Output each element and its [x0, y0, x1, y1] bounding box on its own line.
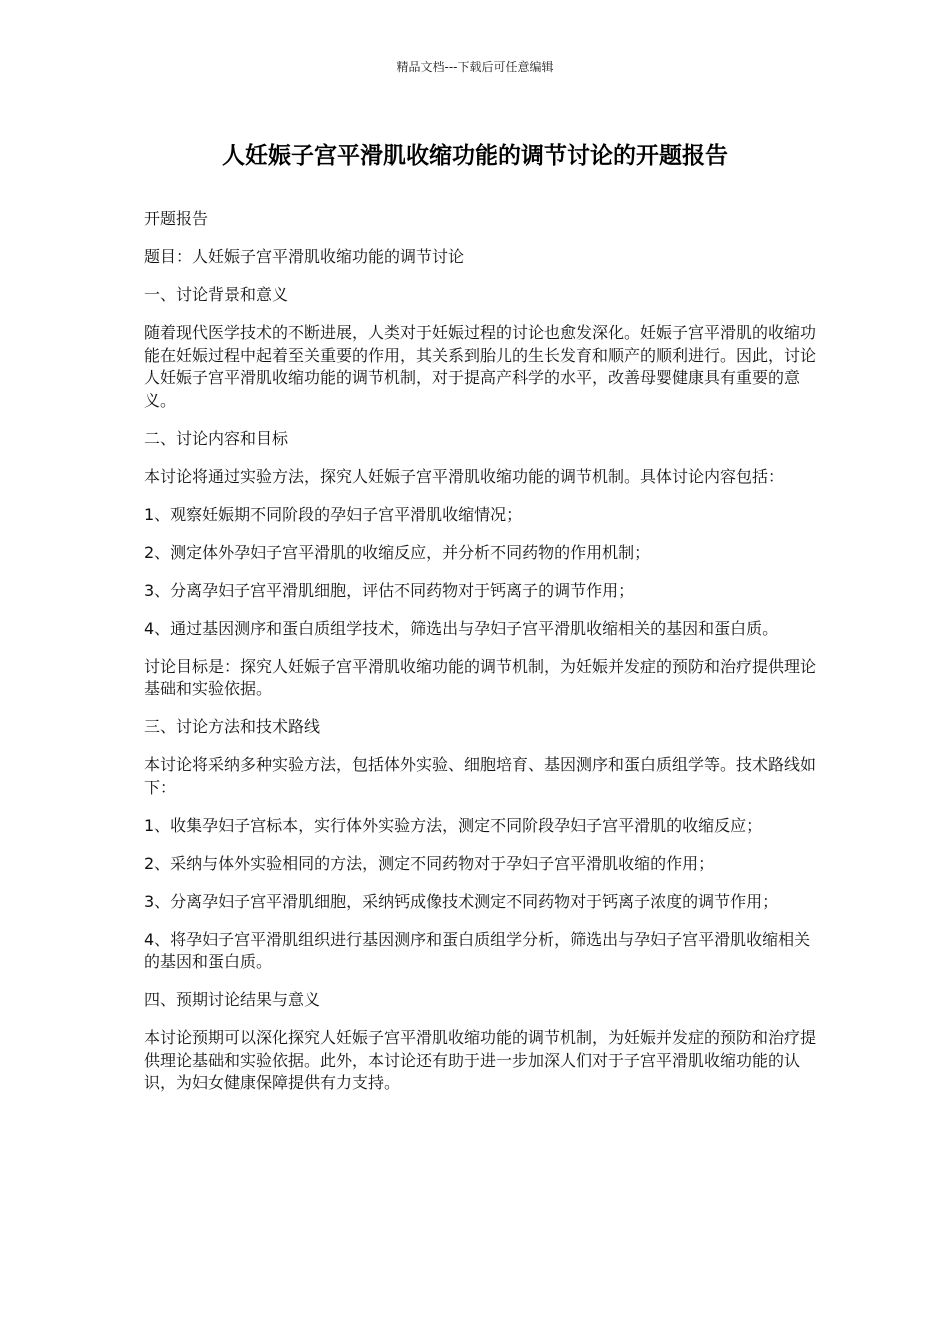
paragraph-expected-results: 本讨论预期可以深化探究人妊娠子宫平滑肌收缩功能的调节机制，为妊娠并发症的预防和治疗提供理论基础和实验依据。此外，本讨论还有助于进一步加深人们对于子宫平滑肌收缩功能的认识，为妇女健康保障提供有力支持。: [144, 1028, 817, 1092]
paragraph-objective: 讨论目标是：探究人妊娠子宫平滑肌收缩功能的调节机制，为妊娠并发症的预防和治疗提供理论基础和实验依据。: [144, 656, 817, 698]
list-item-content-2: 2、测定体外孕妇子宫平滑肌的收缩反应，并分析不同药物的作用机制；: [144, 542, 651, 562]
section-heading-background: 一、讨论背景和意义: [144, 285, 289, 304]
paragraph-methods-intro: 本讨论将采纳多种实验方法，包括体外实验、细胞培育、基因测序和蛋白质组学等。技术路线如下：: [144, 755, 817, 797]
list-item-methods-2: 2、采纳与体外实验相同的方法，测定不同药物对于孕妇子宫平滑肌收缩的作用；: [144, 853, 715, 873]
list-item-methods-3: 3、分离孕妇子宫平滑肌细胞，采纳钙成像技术测定不同药物对于钙离子浓度的调节作用；: [144, 891, 779, 911]
list-item-methods-1: 1、收集孕妇子宫标本，实行体外实验方法，测定不同阶段孕妇子宫平滑肌的收缩反应；: [144, 815, 763, 835]
section-heading-methods: 三、讨论方法和技术路线: [144, 717, 321, 736]
paragraph-content-intro: 本讨论将通过实验方法，探究人妊娠子宫平滑肌收缩功能的调节机制。具体讨论内容包括：: [144, 466, 785, 486]
list-item-content-4: 4、通过基因测序和蛋白质组学技术，筛选出与孕妇子宫平滑肌收缩相关的基因和蛋白质。: [144, 618, 779, 638]
section-heading-expected-results: 四、预期讨论结果与意义: [144, 990, 321, 1009]
section-heading-content: 二、讨论内容和目标: [144, 428, 289, 448]
list-item-content-1: 1、观察妊娠期不同阶段的孕妇子宫平滑肌收缩情况；: [144, 504, 523, 524]
list-item-methods-4: 4、将孕妇子宫平滑肌组织进行基因测序和蛋白质组学分析，筛选出与孕妇子宫平滑肌收缩相关的基因和蛋白质。: [144, 929, 811, 971]
list-item-content-3: 3、分离孕妇子宫平滑肌细胞，评估不同药物对于钙离子的调节作用；: [144, 580, 635, 600]
document-title: 人妊娠子宫平滑肌收缩功能的调节讨论的开题报告: [222, 143, 728, 169]
paragraph-background: 随着现代医学技术的不断进展，人类对于妊娠过程的讨论也愈发深化。妊娠子宫平滑肌的收缩功能在妊娠过程中起着至关重要的作用，其关系到胎儿的生长发育和顺产的顺利进行。因此，讨论人妊娠子宫平滑肌收缩功能的调节机制，对于提高产科学的水平，改善母婴健康具有重要的意义。: [144, 323, 817, 410]
header-note: 精品文档---下载后可任意编辑: [396, 60, 554, 74]
paragraph-report-label: 开题报告: [144, 209, 209, 228]
document-body: [144, 208, 816, 1110]
paragraph-topic: 题目：人妊娠子宫平滑肌收缩功能的调节讨论: [144, 247, 465, 266]
